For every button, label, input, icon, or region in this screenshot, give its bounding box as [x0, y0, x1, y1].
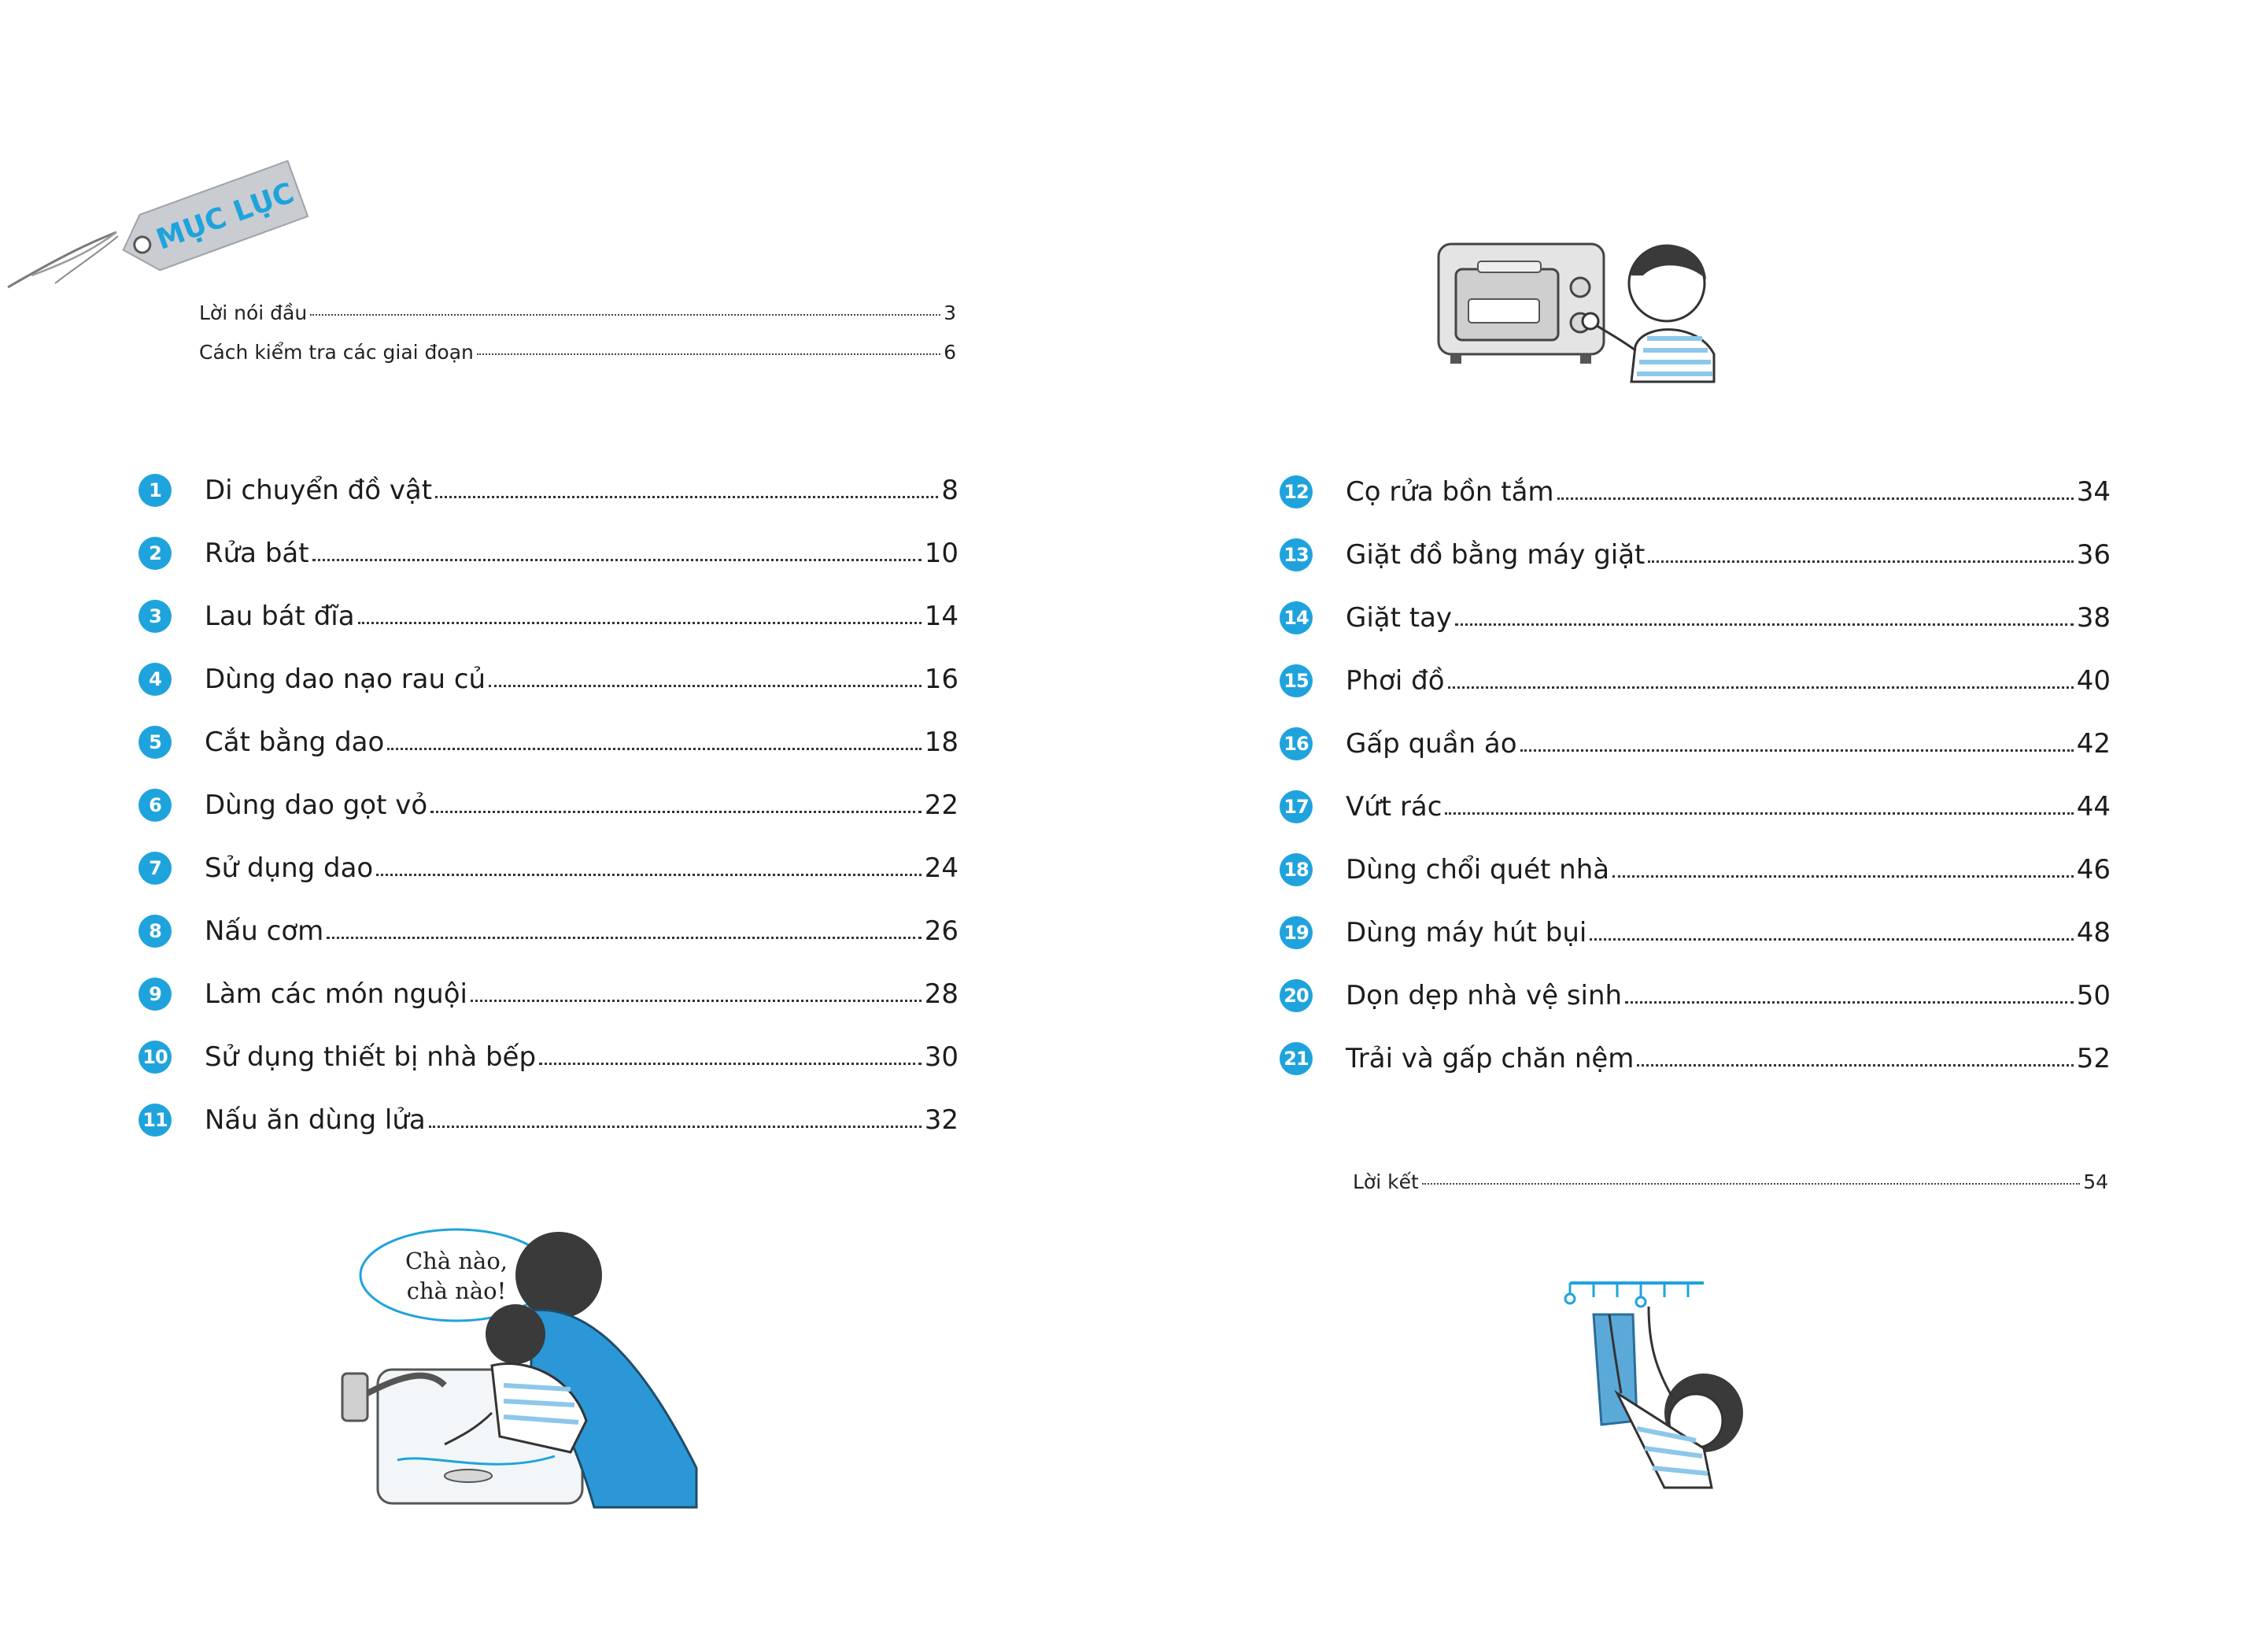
entry-page: 34	[2076, 476, 2111, 508]
entry-page: 16	[924, 664, 959, 695]
entry-label: Dọn dẹp nhà vệ sinh	[1346, 980, 1623, 1011]
chapter-number-badge: 12	[1280, 475, 1313, 508]
entry-label: Làm các món nguội	[205, 978, 467, 1010]
entry-page: 24	[924, 852, 959, 884]
chapter-number-badge: 18	[1280, 853, 1313, 886]
entry-label: Rửa bát	[205, 538, 309, 569]
entry-label: Cách kiểm tra các giai đoạn	[199, 341, 474, 364]
entry-label: Trải và gấp chăn nệm	[1346, 1043, 1635, 1074]
toc-entry-18[interactable]	[1280, 850, 2111, 889]
toc-entry-20[interactable]	[1280, 976, 2111, 1015]
toc-entry-12[interactable]	[1280, 472, 2111, 512]
dot-leader	[327, 937, 921, 939]
chapter-number-badge: 5	[139, 726, 172, 759]
entry-page: 36	[2076, 539, 2111, 571]
entry-page: 14	[924, 601, 959, 632]
tag-icon	[0, 126, 331, 307]
entry-page: 30	[924, 1041, 959, 1073]
entry-label: Phơi đồ	[1346, 665, 1445, 697]
entry-label: Di chuyển đồ vật	[205, 475, 433, 506]
chapter-number-badge: 17	[1280, 790, 1313, 823]
chapter-number-badge: 21	[1280, 1042, 1313, 1075]
dot-leader	[1557, 497, 2074, 500]
entry-label: Vứt rác	[1346, 791, 1442, 823]
chapter-number-badge: 8	[139, 915, 172, 948]
speech-line-1: Chà nào,	[404, 1248, 508, 1274]
entry-label: Giặt đồ bằng máy giặt	[1346, 539, 1646, 571]
entry-label: Cắt bằng dao	[205, 727, 385, 758]
entry-page: 8	[941, 475, 959, 506]
entry-page: 26	[924, 915, 959, 947]
toc-entry-5[interactable]	[139, 723, 959, 762]
entry-page: 40	[2076, 665, 2111, 697]
tag-label: MỤC LỤC	[152, 176, 299, 257]
dot-leader	[471, 1000, 922, 1002]
chapter-number-badge: 1	[139, 474, 172, 507]
dot-leader	[1422, 1183, 2080, 1185]
entry-page: 6	[944, 341, 956, 364]
dot-leader	[312, 559, 922, 561]
toaster-boy-illustration	[1431, 220, 1745, 386]
entry-label: Dùng dao gọt vỏ	[205, 789, 428, 821]
dot-leader	[435, 496, 938, 498]
entry-page: 42	[2076, 728, 2111, 760]
entry-page: 38	[2076, 602, 2111, 634]
toaster-oven-icon	[1431, 220, 1745, 386]
toc-entry-stages[interactable]	[199, 341, 956, 364]
dot-leader	[1648, 560, 2073, 563]
entry-page: 46	[2076, 854, 2111, 886]
dot-leader	[430, 811, 922, 813]
toc-entry-17[interactable]	[1280, 787, 2111, 826]
entry-label: Giặt tay	[1346, 602, 1453, 634]
chapter-number-badge: 4	[139, 663, 172, 696]
dot-leader	[539, 1063, 922, 1065]
entry-label: Cọ rửa bồn tắm	[1346, 476, 1554, 508]
toc-entry-21[interactable]	[1280, 1039, 2111, 1078]
toc-entry-3[interactable]	[139, 597, 959, 636]
entry-label: Dùng máy hút bụi	[1346, 917, 1587, 948]
toc-entry-8[interactable]	[139, 911, 959, 951]
toc-entry-10[interactable]	[139, 1037, 959, 1077]
dot-leader	[1455, 623, 2074, 626]
dot-leader	[1520, 749, 2074, 752]
toc-entry-16[interactable]	[1280, 724, 2111, 763]
entry-page: 10	[924, 538, 959, 569]
toc-entry-2[interactable]	[139, 534, 959, 573]
chapter-number-badge: 15	[1280, 664, 1313, 697]
entry-label: Dùng chổi quét nhà	[1346, 854, 1610, 886]
entry-page: 48	[2076, 917, 2111, 948]
dot-leader	[1590, 938, 2073, 941]
chapter-number-badge: 2	[139, 537, 172, 570]
chapter-number-badge: 11	[139, 1104, 172, 1137]
chapter-number-badge: 13	[1280, 538, 1313, 571]
toc-entry-7[interactable]	[139, 849, 959, 888]
chapter-number-badge: 14	[1280, 601, 1313, 634]
toc-entry-9[interactable]	[139, 974, 959, 1014]
entry-page: 22	[924, 789, 959, 821]
dot-leader	[1612, 875, 2074, 878]
chapter-number-badge: 7	[139, 852, 172, 885]
entry-page: 50	[2076, 980, 2111, 1011]
toc-entry-19[interactable]	[1280, 913, 2111, 952]
dot-leader	[358, 622, 922, 624]
toc-entry-preface[interactable]	[199, 301, 956, 324]
dot-leader	[310, 314, 940, 316]
entry-label: Sử dụng dao	[205, 852, 374, 884]
chapter-number-badge: 6	[139, 789, 172, 822]
entry-page: 54	[2083, 1170, 2108, 1193]
dot-leader	[376, 874, 922, 876]
chapter-number-badge: 20	[1280, 979, 1313, 1012]
speech-line-2: chà nào!	[406, 1277, 507, 1304]
laundry-girl-illustration	[1562, 1267, 1767, 1499]
chapter-number-badge: 9	[139, 978, 172, 1011]
chapter-number-badge: 16	[1280, 727, 1313, 760]
dot-leader	[1448, 686, 2074, 689]
entry-label: Dùng dao nạo rau củ	[205, 664, 486, 695]
entry-page: 32	[924, 1104, 959, 1136]
dot-leader	[387, 748, 921, 750]
dot-leader	[1445, 812, 2073, 815]
entry-label: Sử dụng thiết bị nhà bếp	[205, 1041, 537, 1073]
chapter-number-badge: 10	[139, 1041, 172, 1074]
entry-page: 3	[944, 301, 956, 324]
chapter-number-badge: 3	[139, 600, 172, 633]
entry-page: 18	[924, 727, 959, 758]
laundry-hanger-icon	[1562, 1267, 1767, 1499]
toc-entry-afterword[interactable]	[1353, 1170, 2108, 1193]
toc-entry-6[interactable]	[139, 786, 959, 825]
dot-leader	[1625, 1001, 2074, 1004]
toc-entry-15[interactable]	[1280, 661, 2111, 701]
dot-leader	[489, 685, 922, 687]
entry-page: 28	[924, 978, 959, 1010]
entry-label: Nấu ăn dùng lửa	[205, 1104, 426, 1136]
entry-label: Gấp quần áo	[1346, 728, 1517, 760]
entry-label: Lời nói đầu	[199, 301, 308, 324]
chapter-number-badge: 19	[1280, 916, 1313, 949]
dot-leader	[429, 1126, 922, 1128]
entry-page: 52	[2076, 1043, 2111, 1074]
speech-bubble	[366, 1246, 547, 1306]
table-of-contents-tag	[0, 126, 331, 307]
toc-entry-1[interactable]	[139, 471, 959, 510]
entry-label: Lau bát đĩa	[205, 601, 355, 632]
toc-entry-13[interactable]	[1280, 535, 2111, 575]
handwashing-illustration	[334, 1216, 728, 1515]
entry-label: Lời kết	[1353, 1170, 1419, 1193]
toc-entry-4[interactable]	[139, 660, 959, 699]
toc-entry-11[interactable]	[139, 1100, 959, 1140]
entry-page: 44	[2076, 791, 2111, 823]
entry-label: Nấu cơm	[205, 915, 324, 947]
dot-leader	[477, 353, 940, 355]
dot-leader	[1637, 1064, 2073, 1067]
toc-entry-14[interactable]	[1280, 598, 2111, 638]
